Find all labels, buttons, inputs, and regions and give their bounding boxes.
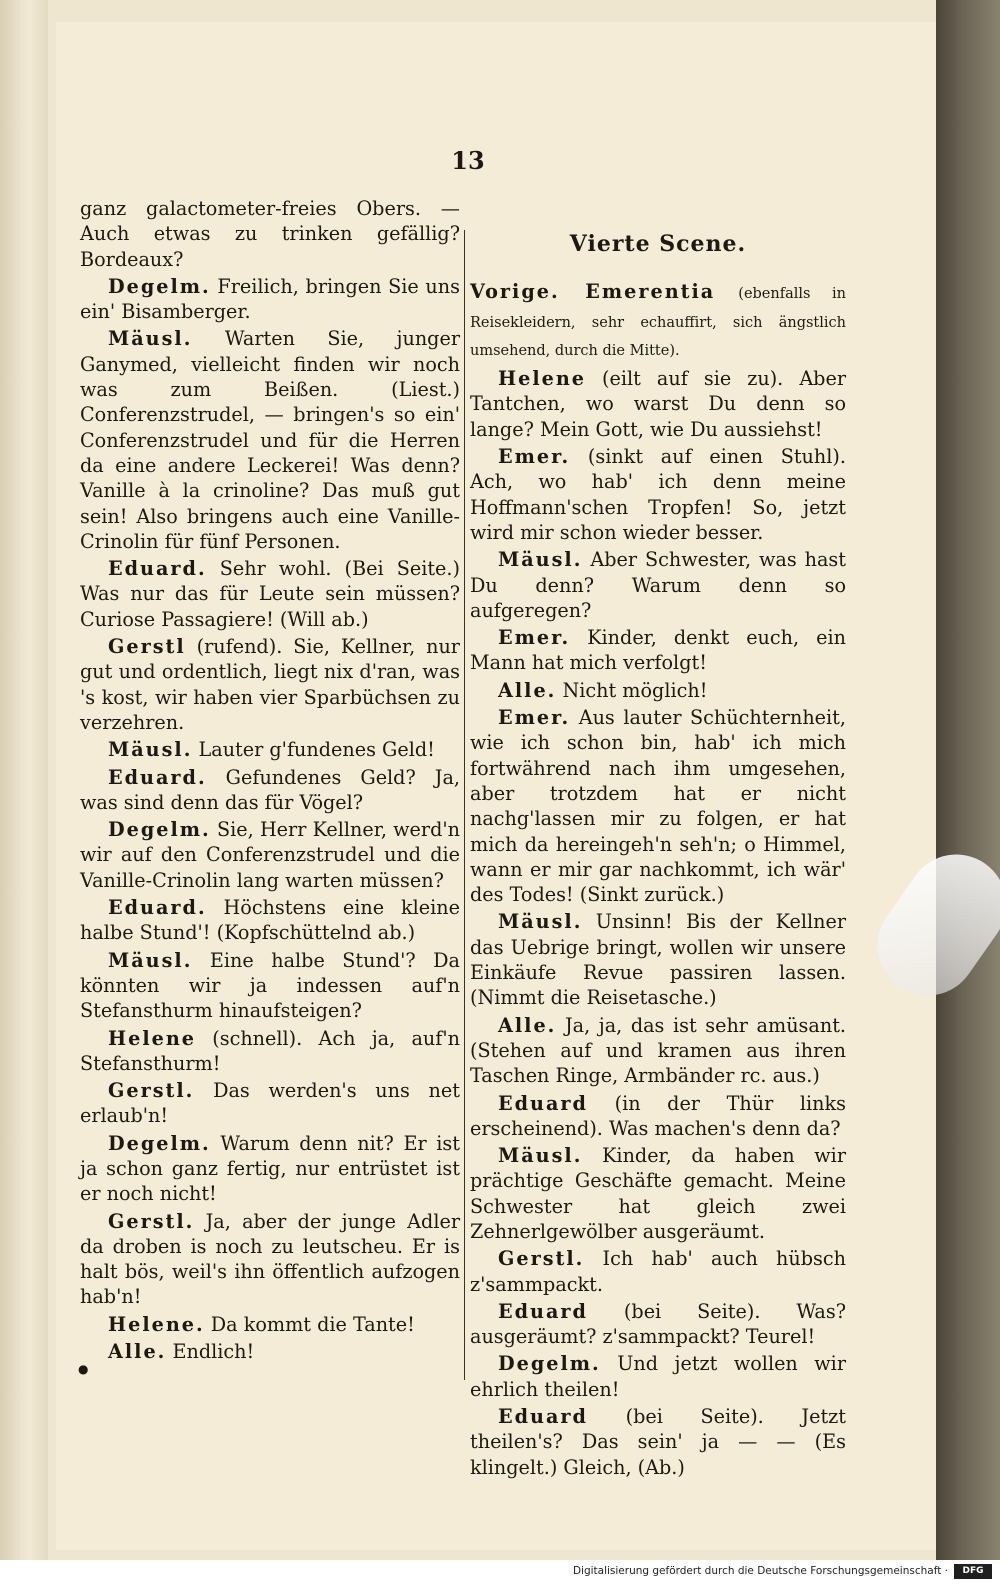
dialogue-line: Eduard. Sehr wohl. (Bei Seite.) Was nur das für Leute sein müssen? Curiose Passagiere! (Will ab.) [80, 557, 460, 631]
scene-heading: Vierte Scene. [569, 231, 747, 257]
dialogue-line: Mäusl. Warten Sie, junger Ganymed, vielleicht finden wir noch was zum Beißen. (Liest.) Conferenzstrudel, — bringen's so ein' Conferenzstrudel und für die Herren da eine andere Leckerei! Was denn? Vanille à la crinoline? Das muß gut sein! Also bringens auch eine Vanille-Crinolin für fünf Personen. [80, 327, 460, 553]
left-column [80, 196, 460, 1366]
footer-bar [0, 1560, 1000, 1585]
dialogue-line: Eduard (bei Seite). Was? ausgeräumt? z'sammpackt? Teurel! [470, 1299, 847, 1349]
dialogue-line: Alle. Endlich! [108, 1340, 255, 1364]
dialogue-line: Emer. Kinder, denkt euch, ein Mann hat mich verfolgt! [470, 626, 846, 675]
dialogue-line: Degelm. Und jetzt wollen wir ehrlich theilen! [470, 1352, 846, 1401]
scene-intro: Vorige. Emerentia (ebenfalls in Reisekleidern, sehr echauffirt, sich ängstlich umsehend, durch die Mitte). [470, 280, 846, 359]
dialogue-line: Degelm. Warum denn nit? Er ist ja schon ganz fertig, nur entrüstet ist er noch nicht! [80, 1131, 460, 1206]
dialogue-line: Eduard (in der Thür links erscheinend). Was machen's denn da? [470, 1091, 846, 1140]
dialogue-line: Mäusl. Lauter g'fundenes Geld! [108, 738, 435, 762]
dialogue-line: Emer. Aus lauter Schüchternheit, wie ich schon bin, hab' ich mich fortwährend nach ihm umgesehen, aber trotzdem hat er nicht nachg'lassen mir zu folgen, er hat mich da hereingeh'n seh'n; o Himmel, wann er mir gar nachkommt, ich wär' des Todes! (Sinkt zurück.) [470, 706, 846, 907]
dialogue-line: Emer. (sinkt auf einen Stuhl). Ach, wo hab' ich denn meine Hoffmann'schen Tropfen! So, jetzt wird mir schon wieder besser. [470, 445, 846, 544]
dfg-logo: DFG [954, 1564, 992, 1579]
dialogue-line: Mäusl. Unsinn! Bis der Kellner das Uebrige bringt, wollen wir unsere Einkäufe Revue passiren lassen. (Nimmt die Reisetasche.) [470, 910, 846, 1010]
dialogue-line: ganz galactometer-freies Obers. — Auch etwas zu trinken gefällig? Bordeaux? [80, 197, 460, 271]
dialogue-line: Mäusl. Eine halbe Stund'? Da könnten wir ja indessen auf'n Stefansthurm hinaufsteigen? [80, 948, 460, 1023]
dialogue-line: Mäusl. Aber Schwester, was hast Du denn? Warum denn so aufgeregen? [470, 548, 846, 622]
dialogue-line: Helene (eilt auf sie zu). Aber Tantchen, wo warst Du denn so lange? Mein Gott, wie Du aussiehst! [470, 367, 846, 441]
dialogue-line: Helene. Da kommt die Tante! [108, 1312, 415, 1336]
page-edge-shadow [936, 0, 1000, 1560]
dialogue-line: Eduard (bei Seite). Jetzt theilen's? Das sein' ja — — (Es klingelt.) Gleich, (Ab.) [470, 1405, 846, 1479]
dialogue-line: Gerstl. Ja, aber der junge Adler da droben is noch zu leutscheu. Er is halt bös, weil's ihn öffentlich aufzogen hab'n! [80, 1209, 460, 1309]
dialogue-line: Alle. Ja, ja, das ist sehr amüsant. (Stehen auf und kramen aus ihren Taschen Ringe, Armbänder rc. aus.) [470, 1013, 847, 1088]
dialogue-line: Alle. Nicht möglich! [498, 678, 708, 702]
right-column [470, 196, 846, 1482]
bullet-mark: ● [78, 1362, 89, 1376]
dialogue-line: Degelm. Sie, Herr Kellner, werd'n wir auf den Conferenzstrudel und die Vanille-Crinolin lang warten müssen? [80, 818, 461, 892]
dialogue-line: Gerstl. Ich hab' auch hübsch z'sammpackt. [470, 1247, 847, 1296]
book-left-edge [0, 0, 48, 1560]
funding-note: Digitalisierung gefördert durch die Deutsche Forschungsgemeinschaft · [572, 1565, 948, 1577]
page-number: 13 [451, 146, 485, 175]
dialogue-line: Degelm. Freilich, bringen Sie uns ein' Bisamberger. [80, 274, 460, 324]
dialogue-line: Gerstl. Das werden's uns net erlaub'n! [80, 1079, 460, 1128]
dialogue-line: Helene (schnell). Ach ja, auf'n Stefansthurm! [80, 1026, 460, 1075]
dialogue-line: Mäusl. Kinder, da haben wir prächtige Geschäfte gemacht. Meine Schwester hat gleich zwei Zehnerlgewölber ausgeräumt. [470, 1144, 846, 1243]
dialogue-line: Eduard. Höchstens eine kleine halbe Stund'! (Kopfschüttelnd ab.) [80, 896, 460, 945]
dialogue-line: Gerstl (rufend). Sie, Kellner, nur gut und ordentlich, liegt nix d'ran, was 's kost, wir haben vier Sparbüchsen zu verzehren. [80, 635, 460, 734]
dialogue-line: Eduard. Gefundenes Geld? Ja, was sind denn das für Vögel? [80, 765, 460, 814]
column-divider [464, 230, 465, 1380]
